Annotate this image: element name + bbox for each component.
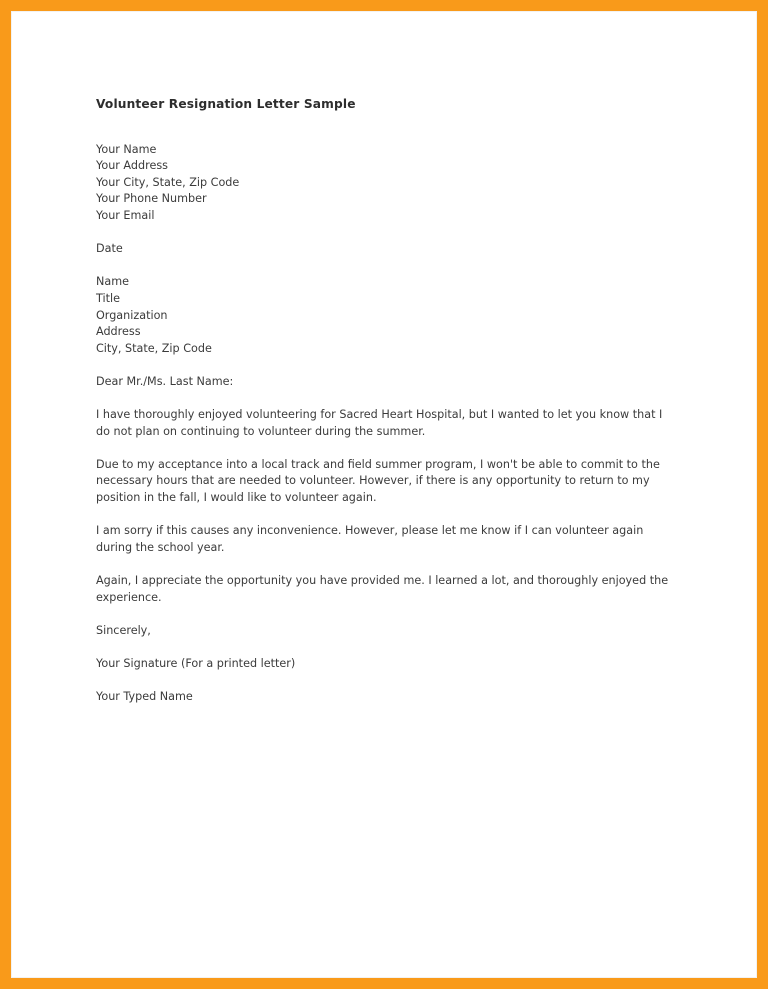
salutation: Dear Mr./Ms. Last Name: — [96, 374, 234, 388]
recipient-title: Title — [96, 291, 120, 305]
body-paragraph-2: Due to my acceptance into a local track and field summer program, I won't be able to commit to the necessary hours that are needed to volunteer. However, if there is any opportunity to return to my position in the fall, I would like to volunteer again. — [96, 457, 664, 505]
page-border-bottom — [0, 978, 768, 989]
recipient-address: Address — [96, 325, 141, 339]
letter-body — [96, 96, 672, 722]
date-block — [96, 241, 672, 258]
recipient-name: Name — [96, 275, 130, 289]
page-border-left — [0, 0, 11, 989]
page-border-top — [0, 0, 768, 11]
sender-city-state-zip: Your City, State, Zip Code — [96, 175, 240, 189]
sender-phone: Your Phone Number — [96, 192, 207, 206]
recipient-city-state-zip: City, State, Zip Code — [96, 341, 212, 355]
date-line: Date — [96, 242, 123, 256]
page-border-right — [757, 0, 768, 989]
letter-sheet — [11, 11, 757, 978]
recipient-organization: Organization — [96, 308, 168, 322]
sender-email: Your Email — [96, 208, 155, 222]
typed-name-line: Your Typed Name — [96, 690, 193, 704]
sender-address: Your Address — [96, 159, 168, 173]
sender-address-block — [96, 142, 672, 225]
signature-line: Your Signature (For a printed letter) — [96, 657, 296, 670]
closing-salutation: Sincerely, — [96, 623, 151, 637]
sender-name: Your Name — [96, 142, 157, 156]
body-paragraph-3: I am sorry if this causes any inconvenience. However, please let me know if I can volunteer again during the school year. — [96, 524, 647, 554]
recipient-address-block — [96, 274, 672, 357]
document-title: Volunteer Resignation Letter Sample — [96, 97, 356, 111]
body-paragraph-4: Again, I appreciate the opportunity you have provided me. I learned a lot, and thoroughly enjoyed the experience. — [96, 574, 672, 604]
body-paragraph-1: I have thoroughly enjoyed volunteering for Sacred Heart Hospital, but I wanted to let you know that I do not plan on continuing to volunteer during the summer. — [96, 408, 666, 438]
